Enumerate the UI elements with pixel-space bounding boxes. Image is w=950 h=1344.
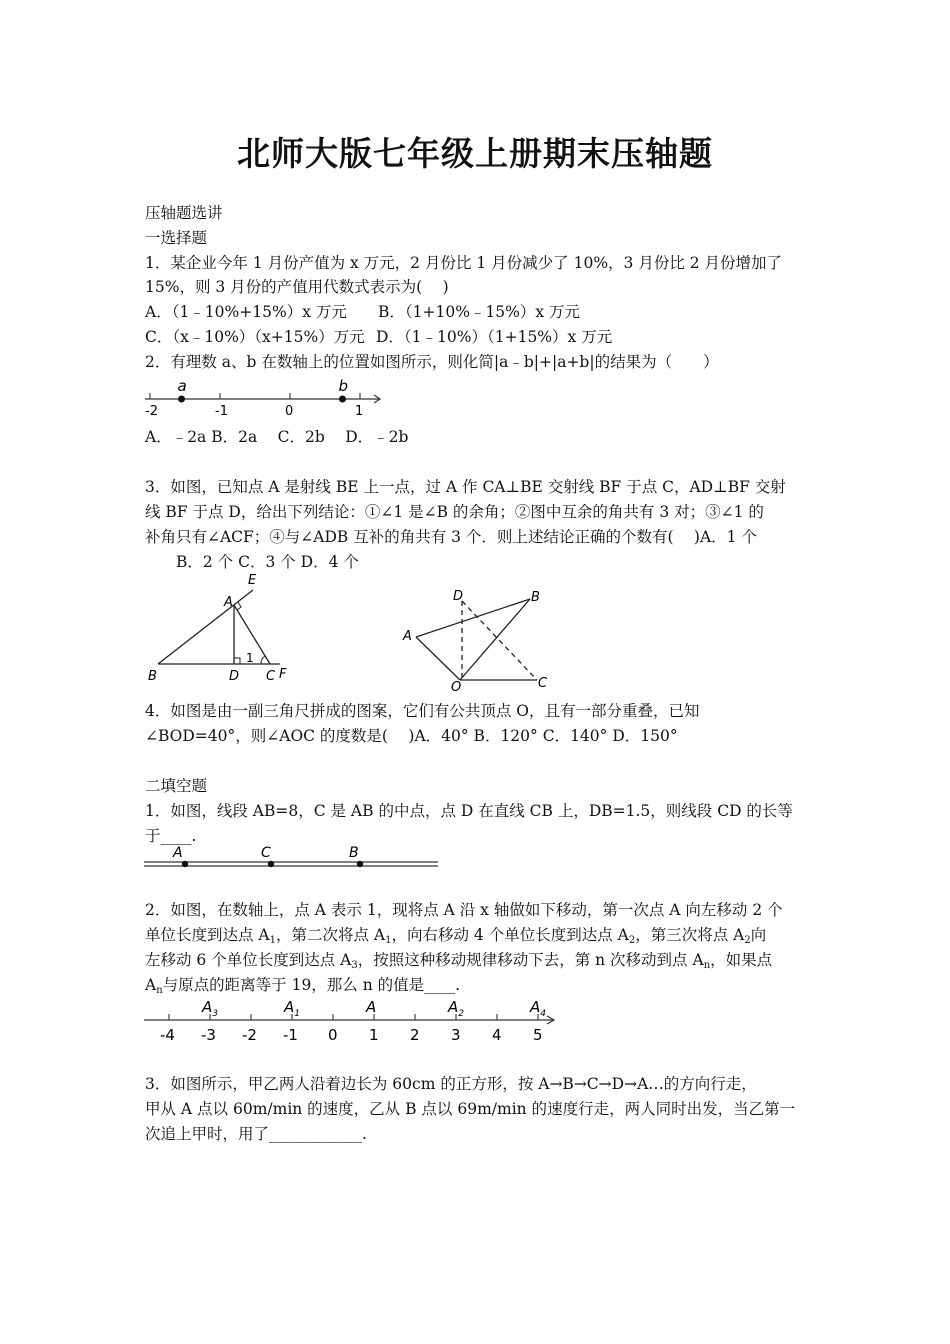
label-f: F [279, 667, 287, 682]
label-c: C [538, 676, 548, 691]
tick-label: 1 [355, 404, 364, 419]
q2-options: A．﹣2a B．2a C．2b D．﹣2b [145, 428, 409, 446]
q2-line1: 2．有理数 a、b 在数轴上的位置如图所示，则化简|a﹣b|+|a+b|的结果为（ ） [145, 353, 719, 371]
right-angle-a [237, 602, 241, 610]
tick-label: -2 [145, 404, 158, 419]
tick-label: 2 [410, 1026, 420, 1044]
f2-line4: $A_n$与原点的距离等于 19，那么 n 的值是____. [145, 976, 461, 996]
section-choice-heading: 一选择题 [145, 229, 208, 247]
point-b [357, 861, 363, 867]
label-b: B [531, 590, 540, 605]
label-o: O [451, 680, 462, 695]
label-e: E [248, 573, 257, 588]
q3-line1: 3．如图，已知点 A 是射线 BE 上一点，过 A 作 CA⊥BE 交射线 BF 于点 C，AD⊥BF 交射 [145, 478, 786, 496]
point-c [268, 861, 274, 867]
tick-label: 0 [285, 404, 294, 419]
section-fill-heading: 二填空题 [145, 777, 208, 795]
tick-label: 1 [369, 1026, 379, 1044]
point-label-a4: $A_4$ [530, 998, 546, 1019]
label-d: D [229, 669, 240, 684]
point-a [182, 861, 188, 867]
f3-line3: 次追上甲时，用了____________. [145, 1125, 367, 1143]
q1-option-d: D．（1﹣10%）（1+15%）x 万元 [376, 328, 613, 346]
tick-label: 5 [533, 1026, 543, 1044]
angle-arc-1 [261, 656, 265, 664]
label-d: D [453, 589, 464, 604]
q3-line3: 补角只有∠ACF；④与∠ADB 互补的角共有 3 个．则上述结论正确的个数有( )A．1 个 [145, 528, 757, 546]
f2-line2: 单位长度到达点 $A_1$，第二次将点 $A_1$，向右移动 4 个单位长度到达点 $A_2$，第三次将点 $A_2$向 [145, 926, 767, 946]
f2-line1: 2．如图，在数轴上，点 A 表示 1，现将点 A 沿 x 轴做如下移动，第一次点 A 向左移动 2 个 [145, 901, 783, 919]
page-title: 北师大版七年级上册期末压轴题 [237, 134, 713, 173]
label-b: B [349, 845, 359, 861]
label-b: B [148, 669, 157, 684]
ray-be [158, 590, 253, 664]
q2-number-line-figure [140, 377, 390, 419]
q4-figure [400, 584, 560, 695]
label-c: C [261, 845, 271, 861]
q1-line2: 15%，则 3 月份的产值用代数式表示为( ) [145, 278, 449, 296]
label-b: b [338, 377, 349, 395]
tick-label: 3 [451, 1026, 461, 1044]
label-a: a [177, 377, 187, 395]
label-a: A [403, 629, 412, 644]
q4-line1: 4．如图是由一副三角尺拼成的图案，它们有公共顶点 O，且有一部分重叠，已知 [145, 702, 700, 720]
tick-label: 0 [328, 1026, 338, 1044]
segment-ao [416, 637, 460, 680]
label-a: A [224, 595, 233, 610]
point-label-a2: $A_2$ [448, 998, 464, 1019]
q3-line2: 线 BF 于点 D，给出下列结论：①∠1 是∠B 的余角；②图中互余的角共有 3 对；③∠1 的 [145, 503, 764, 521]
f1-segment-figure [142, 843, 442, 873]
point-b [339, 396, 346, 403]
q1-line1: 1．某企业今年 1 月份产值为 x 万元，2 月份比 1 月份减少了 10%，3 月份比 2 月份增加了 [145, 254, 783, 272]
q1-option-b: B．（1+10%﹣15%）x 万元 [378, 303, 581, 321]
tick-label: -1 [215, 404, 228, 419]
f1-line2: 于____. [145, 827, 197, 845]
point-a [178, 396, 185, 403]
label-a: A [173, 845, 183, 861]
f2-number-line-figure [142, 998, 562, 1046]
intro-text: 压轴题选讲 [145, 204, 223, 222]
tick-label: -1 [283, 1026, 298, 1044]
tick-label: -4 [160, 1026, 175, 1044]
tick-label: 4 [492, 1026, 502, 1044]
point-label-a1: $A_1$ [284, 998, 300, 1019]
label-angle-1: 1 [246, 651, 254, 665]
tick-label: -2 [242, 1026, 257, 1044]
q3-figure [140, 572, 300, 684]
right-angle-d [234, 658, 240, 664]
label-c: C [266, 669, 276, 684]
q1-option-a: A．（1﹣10%+15%）x 万元 [145, 303, 347, 321]
f2-line3: 左移动 6 个单位长度到达点 $A_3$，按照这种移动规律移动下去，第 n 次移动到点 $A_n$，如果点 [145, 951, 773, 971]
tick-label: -3 [201, 1026, 216, 1044]
q3-line4: B．2 个 C．3 个 D．4 个 [176, 553, 359, 571]
point-label-a3: $A_3$ [202, 998, 218, 1019]
f1-line1: 1．如图，线段 AB=8，C 是 AB 的中点，点 D 在直线 CB 上，DB=1.5，则线段 CD 的长等 [145, 802, 793, 820]
f3-line1: 3．如图所示，甲乙两人沿着边长为 60cm 的正方形，按 A→B→C→D→A…的方向行走， [145, 1075, 757, 1093]
point-label-a: A [366, 998, 377, 1016]
q4-line2: ∠BOD=40°，则∠AOC 的度数是( )A．40° B．120° C．140° D．150° [145, 727, 678, 745]
f3-line2: 甲从 A 点以 60m/min 的速度，乙从 B 点以 69m/min 的速度行走，两人同时出发，当乙第一 [145, 1100, 796, 1118]
segment-dc-dashed [462, 601, 537, 680]
q1-option-c: C．（x﹣10%）（x+15%）万元 [145, 328, 365, 346]
